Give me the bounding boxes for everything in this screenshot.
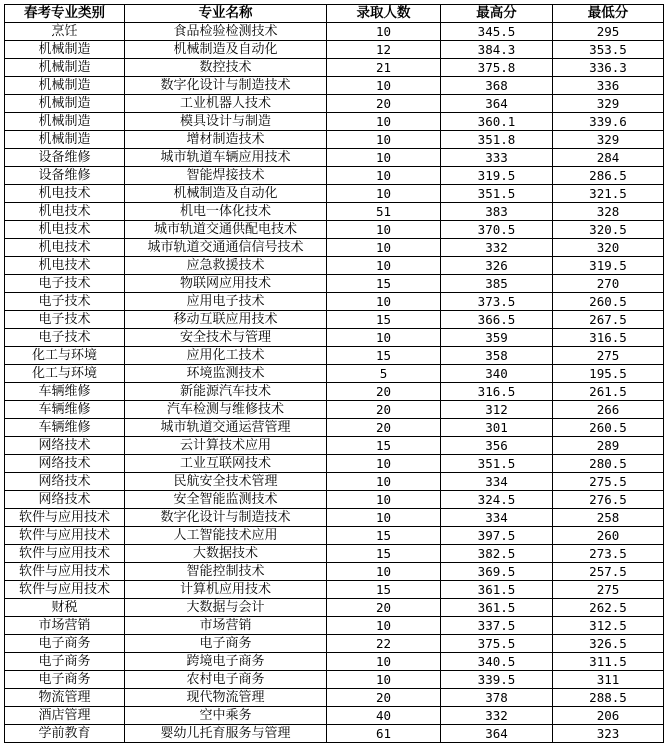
lowest-score-cell: 326.5 xyxy=(553,635,664,653)
table-row xyxy=(5,671,664,689)
enrolled-count-cell: 15 xyxy=(327,347,441,365)
category-cell: 网络技术 xyxy=(5,491,125,509)
lowest-score-cell: 258 xyxy=(553,509,664,527)
major-name-cell: 城市轨道交通通信信号技术 xyxy=(125,239,327,257)
category-cell: 机电技术 xyxy=(5,239,125,257)
enrolled-count-cell: 10 xyxy=(327,653,441,671)
enrolled-count-cell: 20 xyxy=(327,401,441,419)
lowest-score-cell: 329 xyxy=(553,131,664,149)
major-name-cell: 数控技术 xyxy=(125,59,327,77)
enrolled-count-cell: 12 xyxy=(327,41,441,59)
major-name-cell: 电子商务 xyxy=(125,635,327,653)
table-row xyxy=(5,347,664,365)
lowest-score-cell: 312.5 xyxy=(553,617,664,635)
highest-score-cell: 366.5 xyxy=(441,311,553,329)
lowest-score-cell: 273.5 xyxy=(553,545,664,563)
highest-score-cell: 340 xyxy=(441,365,553,383)
lowest-score-cell: 262.5 xyxy=(553,599,664,617)
highest-score-cell: 316.5 xyxy=(441,383,553,401)
enrolled-count-cell: 10 xyxy=(327,329,441,347)
major-name-cell: 应用化工技术 xyxy=(125,347,327,365)
category-cell: 软件与应用技术 xyxy=(5,527,125,545)
highest-score-cell: 370.5 xyxy=(441,221,553,239)
lowest-score-cell: 276.5 xyxy=(553,491,664,509)
major-name-cell: 市场营销 xyxy=(125,617,327,635)
major-name-cell: 城市轨道交通运营管理 xyxy=(125,419,327,437)
lowest-score-cell: 328 xyxy=(553,203,664,221)
major-name-cell: 模具设计与制造 xyxy=(125,113,327,131)
lowest-score-cell: 206 xyxy=(553,707,664,725)
major-name-cell: 安全技术与管理 xyxy=(125,329,327,347)
table-row xyxy=(5,725,664,743)
major-name-cell: 新能源汽车技术 xyxy=(125,383,327,401)
header-lowest-score: 最低分 xyxy=(553,5,664,23)
major-name-cell: 大数据与会计 xyxy=(125,599,327,617)
table-row xyxy=(5,77,664,95)
highest-score-cell: 337.5 xyxy=(441,617,553,635)
table-row xyxy=(5,689,664,707)
category-cell: 设备维修 xyxy=(5,149,125,167)
category-cell: 化工与环境 xyxy=(5,365,125,383)
highest-score-cell: 345.5 xyxy=(441,23,553,41)
lowest-score-cell: 284 xyxy=(553,149,664,167)
highest-score-cell: 340.5 xyxy=(441,653,553,671)
category-cell: 机电技术 xyxy=(5,203,125,221)
lowest-score-cell: 319.5 xyxy=(553,257,664,275)
category-cell: 机械制造 xyxy=(5,131,125,149)
table-row xyxy=(5,365,664,383)
major-name-cell: 环境监测技术 xyxy=(125,365,327,383)
category-cell: 机电技术 xyxy=(5,257,125,275)
enrolled-count-cell: 10 xyxy=(327,221,441,239)
lowest-score-cell: 266 xyxy=(553,401,664,419)
highest-score-cell: 360.1 xyxy=(441,113,553,131)
major-name-cell: 物联网应用技术 xyxy=(125,275,327,293)
lowest-score-cell: 295 xyxy=(553,23,664,41)
enrolled-count-cell: 10 xyxy=(327,617,441,635)
table-row xyxy=(5,239,664,257)
highest-score-cell: 326 xyxy=(441,257,553,275)
header-enrolled-count: 录取人数 xyxy=(327,5,441,23)
major-name-cell: 城市轨道车辆应用技术 xyxy=(125,149,327,167)
lowest-score-cell: 336 xyxy=(553,77,664,95)
enrolled-count-cell: 20 xyxy=(327,689,441,707)
major-name-cell: 空中乘务 xyxy=(125,707,327,725)
enrolled-count-cell: 20 xyxy=(327,419,441,437)
category-cell: 电子技术 xyxy=(5,329,125,347)
major-name-cell: 食品检验检测技术 xyxy=(125,23,327,41)
highest-score-cell: 334 xyxy=(441,509,553,527)
major-name-cell: 民航安全技术管理 xyxy=(125,473,327,491)
table-row xyxy=(5,293,664,311)
major-name-cell: 数字化设计与制造技术 xyxy=(125,509,327,527)
table-row xyxy=(5,419,664,437)
category-cell: 机械制造 xyxy=(5,113,125,131)
highest-score-cell: 364 xyxy=(441,725,553,743)
category-cell: 机械制造 xyxy=(5,41,125,59)
major-name-cell: 云计算技术应用 xyxy=(125,437,327,455)
enrolled-count-cell: 15 xyxy=(327,311,441,329)
highest-score-cell: 319.5 xyxy=(441,167,553,185)
highest-score-cell: 364 xyxy=(441,95,553,113)
highest-score-cell: 351.8 xyxy=(441,131,553,149)
table-row xyxy=(5,401,664,419)
lowest-score-cell: 195.5 xyxy=(553,365,664,383)
table-row xyxy=(5,581,664,599)
category-cell: 财税 xyxy=(5,599,125,617)
major-name-cell: 应用电子技术 xyxy=(125,293,327,311)
table-row xyxy=(5,95,664,113)
category-cell: 机电技术 xyxy=(5,221,125,239)
highest-score-cell: 375.5 xyxy=(441,635,553,653)
major-name-cell: 机械制造及自动化 xyxy=(125,41,327,59)
major-name-cell: 应急救援技术 xyxy=(125,257,327,275)
header-category: 春考专业类别 xyxy=(5,5,125,23)
lowest-score-cell: 261.5 xyxy=(553,383,664,401)
table-row xyxy=(5,653,664,671)
highest-score-cell: 351.5 xyxy=(441,185,553,203)
enrolled-count-cell: 10 xyxy=(327,23,441,41)
enrolled-count-cell: 40 xyxy=(327,707,441,725)
highest-score-cell: 334 xyxy=(441,473,553,491)
major-name-cell: 人工智能技术应用 xyxy=(125,527,327,545)
enrolled-count-cell: 10 xyxy=(327,149,441,167)
lowest-score-cell: 353.5 xyxy=(553,41,664,59)
lowest-score-cell: 336.3 xyxy=(553,59,664,77)
highest-score-cell: 324.5 xyxy=(441,491,553,509)
major-name-cell: 机械制造及自动化 xyxy=(125,185,327,203)
major-name-cell: 婴幼儿托育服务与管理 xyxy=(125,725,327,743)
lowest-score-cell: 323 xyxy=(553,725,664,743)
lowest-score-cell: 320.5 xyxy=(553,221,664,239)
category-cell: 网络技术 xyxy=(5,437,125,455)
table-row xyxy=(5,383,664,401)
category-cell: 电子技术 xyxy=(5,311,125,329)
enrolled-count-cell: 15 xyxy=(327,581,441,599)
lowest-score-cell: 316.5 xyxy=(553,329,664,347)
table-row xyxy=(5,707,664,725)
table-row xyxy=(5,203,664,221)
highest-score-cell: 301 xyxy=(441,419,553,437)
major-name-cell: 工业机器人技术 xyxy=(125,95,327,113)
enrolled-count-cell: 51 xyxy=(327,203,441,221)
table-row xyxy=(5,437,664,455)
highest-score-cell: 332 xyxy=(441,239,553,257)
table-row xyxy=(5,473,664,491)
lowest-score-cell: 289 xyxy=(553,437,664,455)
table-row xyxy=(5,275,664,293)
table-row xyxy=(5,185,664,203)
table-row xyxy=(5,509,664,527)
enrolled-count-cell: 10 xyxy=(327,239,441,257)
table-row xyxy=(5,455,664,473)
enrolled-count-cell: 10 xyxy=(327,185,441,203)
major-name-cell: 城市轨道交通供配电技术 xyxy=(125,221,327,239)
major-name-cell: 大数据技术 xyxy=(125,545,327,563)
table-row xyxy=(5,41,664,59)
highest-score-cell: 358 xyxy=(441,347,553,365)
table-row xyxy=(5,311,664,329)
enrolled-count-cell: 10 xyxy=(327,77,441,95)
major-name-cell: 跨境电子商务 xyxy=(125,653,327,671)
category-cell: 市场营销 xyxy=(5,617,125,635)
enrolled-count-cell: 15 xyxy=(327,275,441,293)
major-name-cell: 计算机应用技术 xyxy=(125,581,327,599)
table-row xyxy=(5,131,664,149)
table-row xyxy=(5,113,664,131)
major-name-cell: 现代物流管理 xyxy=(125,689,327,707)
table-row xyxy=(5,491,664,509)
lowest-score-cell: 339.6 xyxy=(553,113,664,131)
major-name-cell: 智能焊接技术 xyxy=(125,167,327,185)
highest-score-cell: 368 xyxy=(441,77,553,95)
highest-score-cell: 382.5 xyxy=(441,545,553,563)
category-cell: 软件与应用技术 xyxy=(5,545,125,563)
category-cell: 机械制造 xyxy=(5,59,125,77)
enrolled-count-cell: 15 xyxy=(327,437,441,455)
lowest-score-cell: 286.5 xyxy=(553,167,664,185)
enrolled-count-cell: 10 xyxy=(327,113,441,131)
table-row xyxy=(5,563,664,581)
enrolled-count-cell: 10 xyxy=(327,491,441,509)
category-cell: 电子技术 xyxy=(5,275,125,293)
category-cell: 电子技术 xyxy=(5,293,125,311)
category-cell: 软件与应用技术 xyxy=(5,509,125,527)
category-cell: 车辆维修 xyxy=(5,401,125,419)
enrolled-count-cell: 10 xyxy=(327,563,441,581)
category-cell: 软件与应用技术 xyxy=(5,581,125,599)
table-row xyxy=(5,257,664,275)
major-name-cell: 工业互联网技术 xyxy=(125,455,327,473)
table-body xyxy=(5,23,664,743)
lowest-score-cell: 260.5 xyxy=(553,419,664,437)
enrolled-count-cell: 10 xyxy=(327,293,441,311)
enrolled-count-cell: 10 xyxy=(327,257,441,275)
lowest-score-cell: 257.5 xyxy=(553,563,664,581)
category-cell: 机械制造 xyxy=(5,77,125,95)
category-cell: 软件与应用技术 xyxy=(5,563,125,581)
highest-score-cell: 359 xyxy=(441,329,553,347)
category-cell: 车辆维修 xyxy=(5,419,125,437)
highest-score-cell: 397.5 xyxy=(441,527,553,545)
category-cell: 电子商务 xyxy=(5,635,125,653)
category-cell: 物流管理 xyxy=(5,689,125,707)
category-cell: 电子商务 xyxy=(5,653,125,671)
highest-score-cell: 375.8 xyxy=(441,59,553,77)
lowest-score-cell: 311 xyxy=(553,671,664,689)
lowest-score-cell: 275 xyxy=(553,581,664,599)
category-cell: 酒店管理 xyxy=(5,707,125,725)
table-row xyxy=(5,545,664,563)
table-row xyxy=(5,329,664,347)
category-cell: 设备维修 xyxy=(5,167,125,185)
enrolled-count-cell: 20 xyxy=(327,599,441,617)
table-row xyxy=(5,599,664,617)
major-name-cell: 汽车检测与维修技术 xyxy=(125,401,327,419)
highest-score-cell: 383 xyxy=(441,203,553,221)
major-name-cell: 增材制造技术 xyxy=(125,131,327,149)
enrolled-count-cell: 10 xyxy=(327,473,441,491)
enrolled-count-cell: 10 xyxy=(327,131,441,149)
enrolled-count-cell: 15 xyxy=(327,545,441,563)
admission-score-table xyxy=(4,4,664,743)
category-cell: 机械制造 xyxy=(5,95,125,113)
enrolled-count-cell: 15 xyxy=(327,527,441,545)
lowest-score-cell: 260 xyxy=(553,527,664,545)
major-name-cell: 智能控制技术 xyxy=(125,563,327,581)
table-row xyxy=(5,221,664,239)
category-cell: 网络技术 xyxy=(5,455,125,473)
major-name-cell: 农村电子商务 xyxy=(125,671,327,689)
highest-score-cell: 369.5 xyxy=(441,563,553,581)
highest-score-cell: 356 xyxy=(441,437,553,455)
enrolled-count-cell: 10 xyxy=(327,509,441,527)
highest-score-cell: 373.5 xyxy=(441,293,553,311)
table-row xyxy=(5,167,664,185)
lowest-score-cell: 260.5 xyxy=(553,293,664,311)
lowest-score-cell: 321.5 xyxy=(553,185,664,203)
header-row xyxy=(5,5,664,23)
lowest-score-cell: 270 xyxy=(553,275,664,293)
enrolled-count-cell: 10 xyxy=(327,167,441,185)
enrolled-count-cell: 10 xyxy=(327,455,441,473)
category-cell: 网络技术 xyxy=(5,473,125,491)
highest-score-cell: 385 xyxy=(441,275,553,293)
category-cell: 烹饪 xyxy=(5,23,125,41)
highest-score-cell: 339.5 xyxy=(441,671,553,689)
highest-score-cell: 312 xyxy=(441,401,553,419)
highest-score-cell: 361.5 xyxy=(441,599,553,617)
major-name-cell: 安全智能监测技术 xyxy=(125,491,327,509)
category-cell: 化工与环境 xyxy=(5,347,125,365)
table-row xyxy=(5,527,664,545)
enrolled-count-cell: 10 xyxy=(327,671,441,689)
lowest-score-cell: 288.5 xyxy=(553,689,664,707)
header-highest-score: 最高分 xyxy=(441,5,553,23)
lowest-score-cell: 280.5 xyxy=(553,455,664,473)
lowest-score-cell: 275 xyxy=(553,347,664,365)
major-name-cell: 移动互联应用技术 xyxy=(125,311,327,329)
enrolled-count-cell: 22 xyxy=(327,635,441,653)
table-row xyxy=(5,23,664,41)
table-row xyxy=(5,59,664,77)
lowest-score-cell: 329 xyxy=(553,95,664,113)
highest-score-cell: 378 xyxy=(441,689,553,707)
lowest-score-cell: 275.5 xyxy=(553,473,664,491)
major-name-cell: 数字化设计与制造技术 xyxy=(125,77,327,95)
lowest-score-cell: 320 xyxy=(553,239,664,257)
highest-score-cell: 384.3 xyxy=(441,41,553,59)
enrolled-count-cell: 20 xyxy=(327,383,441,401)
enrolled-count-cell: 20 xyxy=(327,95,441,113)
enrolled-count-cell: 21 xyxy=(327,59,441,77)
major-name-cell: 机电一体化技术 xyxy=(125,203,327,221)
lowest-score-cell: 267.5 xyxy=(553,311,664,329)
header-major-name: 专业名称 xyxy=(125,5,327,23)
highest-score-cell: 361.5 xyxy=(441,581,553,599)
category-cell: 机电技术 xyxy=(5,185,125,203)
highest-score-cell: 332 xyxy=(441,707,553,725)
table-row xyxy=(5,617,664,635)
category-cell: 电子商务 xyxy=(5,671,125,689)
enrolled-count-cell: 61 xyxy=(327,725,441,743)
enrolled-count-cell: 5 xyxy=(327,365,441,383)
category-cell: 车辆维修 xyxy=(5,383,125,401)
table-row xyxy=(5,635,664,653)
highest-score-cell: 351.5 xyxy=(441,455,553,473)
highest-score-cell: 333 xyxy=(441,149,553,167)
lowest-score-cell: 311.5 xyxy=(553,653,664,671)
category-cell: 学前教育 xyxy=(5,725,125,743)
table-row xyxy=(5,149,664,167)
